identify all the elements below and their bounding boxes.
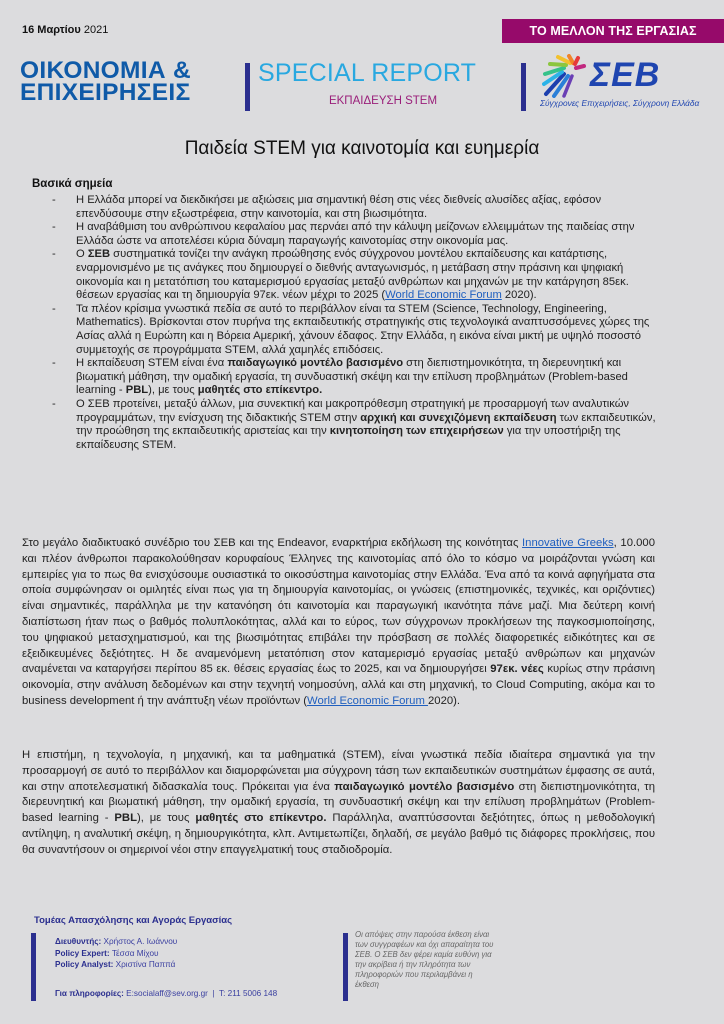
key-point-text: Η εκπαίδευση STEM είναι ένα <box>76 357 228 370</box>
key-point-emphasis: παιδαγωγικό μοντέλο βασισμένο <box>227 357 404 370</box>
section-title-line1: ΟΙΚΟΝΟΜΙΑ & <box>20 57 191 84</box>
paragraph-text: στη διεπιστημονικότητα, τη διερευνητική και βιωματική μάθηση, την ομαδική εργασία, τη συνδυαστική σκέψη και την επίλυση προβλημάτων (Problem-based learning - <box>22 780 655 825</box>
contact-email-link[interactable]: E:socialaff@sev.org.gr <box>123 989 208 998</box>
key-point-text: Ο ΣΕΒ προτείνει, μεταξύ άλλων, μια συνεκτική και μακροπρόθεσμη στρατηγική με προσαρμογή των αναλυτικών προγραμμάτων, την ενίσχυση της διδακτικής STEM στην <box>76 397 630 424</box>
contact-phone: T: 211 5006 148 <box>219 989 278 998</box>
staff-row <box>55 948 177 960</box>
innovative-greeks-link[interactable]: Innovative Greeks <box>522 537 614 549</box>
key-point <box>60 357 660 398</box>
key-point <box>60 303 660 357</box>
staff-list <box>55 936 177 971</box>
key-point <box>60 398 660 452</box>
paragraph-text: Η επιστήμη, η τεχνολογία, η μηχανική, και τα μαθηματικά (STEM), είναι γνωστικά πεδία ιδιαίτερα σημαντικά για την προσαρμογή σε αυτό το περιβάλλον και διαμορφώνεται μια σύγχρονη τάση των εκπαιδευτικών συστημάτων έμφασης σε αυτά, και στην αποτελεσματική διδασκαλία τους. Πρόκειται για ένα <box>22 749 655 793</box>
department-heading: Τομέας Απασχόλησης και Αγοράς Εργασίας <box>34 915 233 926</box>
key-point-emphasis: κινητοποίηση των επιχειρήσεων <box>329 425 504 438</box>
disclaimer: Οι απόψεις στην παρούσα έκθεση είναι των συγγραφέων και όχι απαραίτητα του ΣΕΒ. Ο ΣΕΒ δεν φέρει καμία ευθύνη για την ακρίβεια ή την πληρότητα των πληροφοριών που περιλαμβάνει η έκθεση <box>355 930 494 989</box>
sev-logo <box>540 54 720 114</box>
key-point-text: στη διεπιστημονικότητα, τη διερευνητική και βιωματική μάθηση, την ομαδική εργασία, τη συνδυαστική σκέψη και την επίλυση προβλημάτων (Problem-based learning - <box>76 357 628 397</box>
footer-divider <box>343 933 348 1001</box>
key-point-emphasis: PBL <box>125 384 149 397</box>
paragraph-emphasis: PBL <box>114 812 137 825</box>
paragraph-text: Στο μεγάλο διαδικτυακό συνέδριο του ΣΕΒ και της Endeavor, εναρκτήρια εκδήλωση της κοινότητας <box>22 537 523 549</box>
staff-role: Διευθυντής: <box>55 937 102 946</box>
paragraph-emphasis: 97εκ. νέες <box>490 663 544 676</box>
page-title: Παιδεία STEM για καινοτομία και ευημερία <box>184 138 540 159</box>
sev-logo-word: ΣΕΒ <box>590 56 661 94</box>
paragraph-text: ), με τους <box>137 812 196 825</box>
contact-info <box>55 989 277 998</box>
wef-link[interactable]: World Economic Forum <box>307 694 428 707</box>
paragraph-text: , 10.000 και πλέον άνθρωποι παρακολούθησαν κορυφαίους Έλληνες της καινοτομίας από όλο το κόσμο να μοιράζονται γνώση και εμπειρίες για το πως θα ενισχύσουμε ουσιαστικά το οικοσύστημα καινοτομίας στην Ελλάδα. Ένα από τα κοινά αφηγήματα στα οποία συμφώνησαν οι ομιλητές είναι πως για τη δημιουργία καινοτομίας, οι γνώσεις (επιστημονικές, τεχνικές, και οριζόντιες) είναι σημαντικές, παράλληλα με την κατανόηση ότι καινοτομία και παραγωγική ικανότητα πάνε μαζί. Μια δεύτερη κοινή διαπίστωση ήταν πως ο βαθμός πολυπλοκότητας, αλλά και το εύρος, των σύγχρονων προκλήσεων της παγκοσμιοποίησης, του ψηφιακού μετασχηματισμού, και της βιωσιμότητας επιβάλει την πρόσβαση σε πολλές διαφορετικές ειδικότητες και σε εξειδικευμένες δεξιότητες. Η δε αναμενόμενη μετατόπιση στον καταμερισμό εργασίας μεταξύ ανθρώπων και μηχανών αναμένεται να καταργήσει περίπου 85 εκ. θέσεις εργασίας έως το 2025, και να δημιουργήσει <box>22 537 655 676</box>
staff-name: Χριστίνα Παππά <box>113 960 176 969</box>
key-point-text: Η αναβάθμιση του ανθρώπινου κεφαλαίου μας περνάει από την κάλυψη μείζονων ελλειμμάτων της παιδείας στην Ελλάδα ώστε να αποτελέσει κύρια δύναμη παραγωγής καινοτομίας στην οικονομία μας. <box>76 221 635 247</box>
footer-divider <box>31 933 36 1001</box>
key-points-heading: Βασικά σημεία <box>32 178 113 190</box>
key-point <box>60 248 660 302</box>
key-point-text: συστηματικά τονίζει την ανάγκη προώθησης ενός σύγχρονου μοντέλου εκπαίδευσης και κατάρτισης, εναρμονισμένο με τις ανάγκες που δημιουργεί ο διεθνής ανταγωνισμός, η μετάβαση στην πράσινη και ψηφιακή οικονομία και η μετατόπιση του καταμερισμού εργασίας μεταξύ ανθρώπων και μηχανών με την κατάργηση 85εκ. θέσεων εργασίας και τη δημιουργία 97εκ. νέων μέχρι το 2025 ( <box>76 248 629 302</box>
key-point-text: Η Ελλάδα μπορεί να διεκδικήσει με αξιώσεις μια σημαντική θέση στις νέες διεθνείς αλυσίδες αξίας, εφόσον επενδύσουμε στην εξωστρέφεια, στην καινοτομία, και στη βιωσιμότητα. <box>76 194 602 220</box>
contact-separator: | <box>207 989 219 998</box>
report-type: SPECIAL REPORT <box>258 59 477 87</box>
key-point <box>60 194 660 221</box>
staff-row <box>55 936 177 948</box>
key-point-text: 2020). <box>501 289 537 302</box>
paragraph-text: κυρίως στην πράσινη οικονομία, στην ανάλυση δεδομένων και στην τεχνητή νοημοσύνη, αλλά και στη μηχανική, το Cloud Computing, ακόμα και το business development ή την ανάπτυξη νέων προϊόντων ( <box>22 663 655 707</box>
paragraph-emphasis: παιδαγωγικό μοντέλο βασισμένο <box>334 780 515 793</box>
report-topic: ΕΚΠΑΙΔΕΥΣΗ STEM <box>328 95 438 107</box>
header-divider <box>521 63 526 111</box>
key-point-emphasis: αρχική και συνεχιζόμενη εκπαίδευση <box>360 411 557 424</box>
staff-role: Policy Expert: <box>55 948 110 958</box>
paragraph-text: Παράλληλα, αναπτύσσονται δεξιότητες, όπως η μεθοδολογική αντίληψη, η αναλυτική σκέψη, η δημιουργικότητα, κλπ. Αντιμετωπίζει, δηλαδή, σε μεγάλο βαθμό τις διάφορες προκλήσεις, που θα συναντήσουν οι σημερινοί νέοι στην επαγγελματική τους σταδιοδρομία. <box>22 812 655 856</box>
header-divider <box>245 63 250 111</box>
body-paragraph-1 <box>22 536 655 710</box>
sev-logo-mark-icon <box>542 54 592 98</box>
section-title-line2: ΕΠΙΧΕΙΡΗΣΕΙΣ <box>20 79 191 106</box>
report-date <box>22 24 108 36</box>
section-title <box>20 57 191 106</box>
staff-name: Τέσσα Μίχου <box>109 948 159 958</box>
staff-name: Χρήστος Α. Ιωάννου <box>101 937 178 946</box>
sev-logo-tagline: Σύγχρονες Επιχειρήσεις, Σύγχρονη Ελλάδα <box>540 98 700 108</box>
key-point-text: Τα πλέον κρίσιμα γνωστικά πεδία σε αυτό το περιβάλλον είναι τα STEM (Science, Technology, Engineering, Mathematics). Βρίσκονται στον πυρήνα της εκπαιδευτικής στρατηγικής στις τεχνολογικά αναπτυσσόμενες χώρες της Ασίας αλλά η Ευρώπη και η Βόρεια Αμερική, χάνουν έδαφος. Στην Ελλάδα, η εικόνα είναι μικτή με υψηλό ποσοστό συμμετοχής σε προγράμματα STEM, αλλά χαμηλές επιδόσεις. <box>76 302 650 356</box>
key-point-emphasis: ΣΕΒ <box>87 248 111 261</box>
paragraph-emphasis: μαθητές στο επίκεντρο. <box>195 812 327 825</box>
wef-link[interactable]: World Economic Forum <box>385 289 502 302</box>
date-day-month: 16 Μαρτίου <box>22 24 81 36</box>
series-tag: ΤΟ ΜΕΛΛΟΝ ΤΗΣ ΕΡΓΑΣΙΑΣ <box>502 19 724 43</box>
key-point-text: για την υποστήριξη της εκπαίδευσης STEM. <box>76 425 621 451</box>
key-point <box>60 221 660 248</box>
body-paragraph-2 <box>22 748 655 859</box>
date-year: 2021 <box>83 24 109 36</box>
key-point-text: Ο <box>76 248 88 261</box>
paragraph-text: 2020). <box>428 694 461 707</box>
staff-row <box>55 959 177 971</box>
key-point-text: ), με τους <box>148 384 198 397</box>
key-point-text: των εκπαιδευτικών, την προώθηση της εκπαιδευτικής αριστείας και την <box>76 411 656 438</box>
contact-label: Για πληροφορίες: <box>55 989 124 998</box>
key-points-list <box>60 194 660 452</box>
key-point-emphasis: μαθητές στο επίκεντρο. <box>197 384 323 397</box>
staff-role: Policy Analyst: <box>55 960 114 969</box>
